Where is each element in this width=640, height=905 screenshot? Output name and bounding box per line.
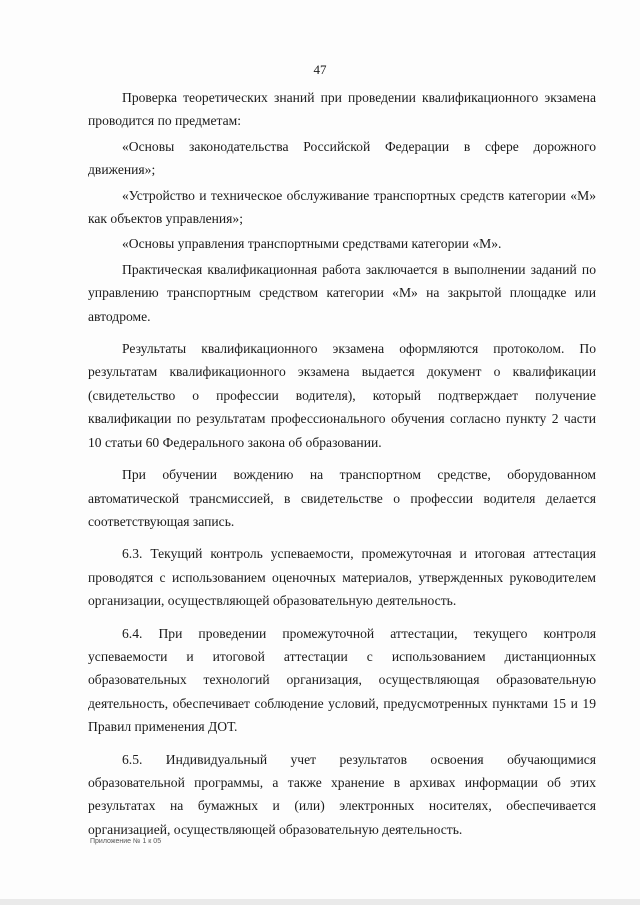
paragraph: «Устройство и техническое обслуживание транспортных средств категории «М» как объектов управления»; [88, 187, 596, 227]
paragraph: Практическая квалификационная работа заключается в выполнении заданий по управлению транспортным средством категории «М» на закрытой площадке или автодроме. [88, 261, 596, 324]
scan-edge [0, 899, 640, 905]
paragraph: 6.4. При проведении промежуточной аттестации, текущего контроля успеваемости и итоговой аттестации с использованием дистанционных образовательных технологий организация, осуществляющая образовательную деятельность, обеспечивает соблюдение условий, предусмотренных пунктами 15 и 19 Правил применения ДОТ. [88, 625, 596, 735]
paragraph: «Основы законодательства Российской Федерации в сфере дорожного движения»; [88, 138, 596, 178]
page-number: 47 [313, 62, 327, 77]
document-body [88, 86, 596, 850]
paragraph: «Основы управления транспортными средствами категории «М». [122, 236, 502, 252]
page-footer: Приложение № 1 к 05 [90, 838, 162, 845]
paragraph: Проверка теоретических знаний при проведении квалификационного экзамена проводится по предметам: [88, 90, 596, 129]
paragraph: 6.3. Текущий контроль успеваемости, промежуточная и итоговая аттестация проводятся с использованием оценочных материалов, утвержденных руководителем организации, осуществляющей образовательную деятельность. [88, 546, 596, 609]
paragraph: Результаты квалификационного экзамена оформляются протоколом. По результатам квалификационного экзамена выдается документ о квалификации (свидетельство о профессии водителя), который подтверждает получение квалификации по результатам профессионального обучения согласно пункту 2 части 10 статьи 60 Федерального закона об образовании. [88, 341, 596, 450]
paragraph: При обучении вождению на транспортном средстве, оборудованном автоматической трансмиссией, в свидетельстве о профессии водителя делается соответствующая запись. [88, 467, 596, 529]
paragraph: 6.5. Индивидуальный учет результатов освоения обучающимися образовательной программы, а также хранение в архивах информации об этих результатах на бумажных и (или) электронных носителях, обеспечивается организацией, осуществляющей образовательную деятельность. [88, 751, 596, 837]
